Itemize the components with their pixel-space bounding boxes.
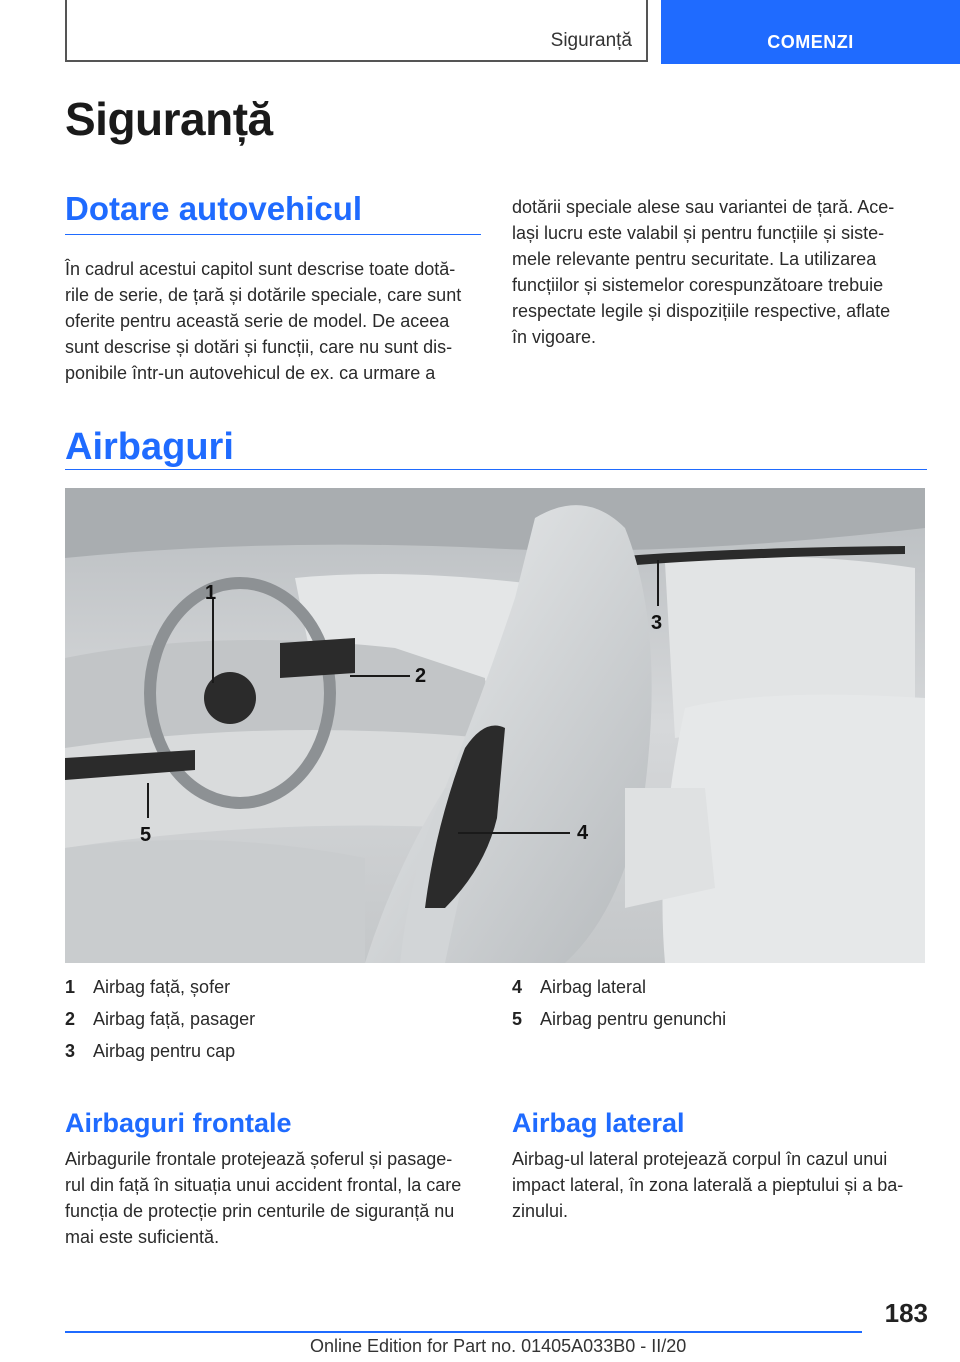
text-line: rile de serie, de țară și dotările speciale, care sunt [65, 285, 462, 305]
callout-1: 1 [205, 582, 217, 604]
heading-rule [65, 469, 927, 470]
text-line: lași lucru este valabil și pentru funcțiile și siste- [512, 223, 885, 243]
text-line: ponibile într-un autovehicul de ex. ca urmare a [65, 363, 436, 383]
dotare-right-paragraph [512, 194, 894, 350]
legend-item [65, 1035, 255, 1067]
airbag-interior-illustration [65, 488, 925, 963]
legend-text: Airbag față, șofer [93, 977, 231, 997]
car-interior-svg [65, 488, 925, 963]
text-line: în vigoare. [512, 327, 597, 347]
dotare-left-paragraph [65, 256, 461, 386]
frontale-paragraph [65, 1146, 461, 1250]
legend-number: 2 [65, 1009, 76, 1029]
legend-number: 5 [512, 1009, 523, 1029]
footer-rule [65, 1331, 862, 1333]
text-line: impact lateral, în zona laterală a pieptului și a ba- [512, 1175, 904, 1195]
legend-item [512, 971, 726, 1003]
heading-rule [65, 234, 481, 235]
text-line: În cadrul acestui capitol sunt descrise toate dotă- [65, 259, 456, 279]
legend-text: Airbag pentru cap [93, 1041, 236, 1061]
heading-dotare: Dotare autovehicul [65, 190, 363, 227]
header-frame [65, 0, 648, 62]
legend-text: Airbag față, pasager [93, 1009, 256, 1029]
callout-2: 2 [415, 665, 427, 687]
text-line: Airbagurile frontale protejează șoferul și pasage- [65, 1149, 453, 1169]
legend-left [65, 971, 255, 1067]
text-line: Airbag-ul lateral protejează corpul în cazul unui [512, 1149, 888, 1169]
airbag-zone-2 [280, 638, 355, 678]
text-line: funcțiilor și sistemelor corespunzătoare trebuie [512, 275, 884, 295]
callout-4: 4 [577, 822, 589, 844]
tab-comenzi[interactable]: COMENZI [661, 0, 960, 64]
legend-number: 3 [65, 1041, 76, 1061]
legend-number: 1 [65, 977, 76, 997]
legend-item [65, 971, 255, 1003]
callout-5: 5 [140, 824, 152, 846]
text-line: funcția de protecție prin centurile de siguranță nu [65, 1201, 455, 1221]
heading-airbaguri: Airbaguri [65, 426, 234, 468]
legend-text: Airbag lateral [540, 977, 647, 997]
heading-airbag-lateral: Airbag lateral [512, 1108, 685, 1138]
airbag-zone-1 [204, 672, 256, 724]
text-line: zinului. [512, 1201, 569, 1221]
text-line: respectate legile și dispozițiile respective, aflate [512, 301, 891, 321]
page-number: 183 [884, 1298, 928, 1328]
header-section-title: Siguranță [550, 30, 632, 51]
callout-3: 3 [651, 612, 663, 634]
heading-airbaguri-frontale: Airbaguri frontale [65, 1108, 292, 1138]
legend-item [512, 1003, 726, 1035]
text-line: mele relevante pentru securitate. La utilizarea [512, 249, 877, 269]
text-line: sunt descrise și dotări și funcții, care nu sunt dis- [65, 337, 453, 357]
legend-text: Airbag pentru genunchi [540, 1009, 727, 1029]
legend-right [512, 971, 726, 1035]
legend-item [65, 1003, 255, 1035]
lateral-paragraph [512, 1146, 903, 1224]
text-line: mai este suficientă. [65, 1227, 220, 1247]
legend-number: 4 [512, 977, 523, 997]
footer-edition: Online Edition for Part no. 01405A033B0 - II/20 [310, 1336, 687, 1356]
text-line: rul din față în situația unui accident frontal, la care [65, 1175, 462, 1195]
page-title: Siguranță [65, 93, 273, 145]
text-line: dotării speciale alese sau variantei de țară. Ace- [512, 197, 895, 217]
text-line: oferite pentru această serie de model. De aceea [65, 311, 450, 331]
